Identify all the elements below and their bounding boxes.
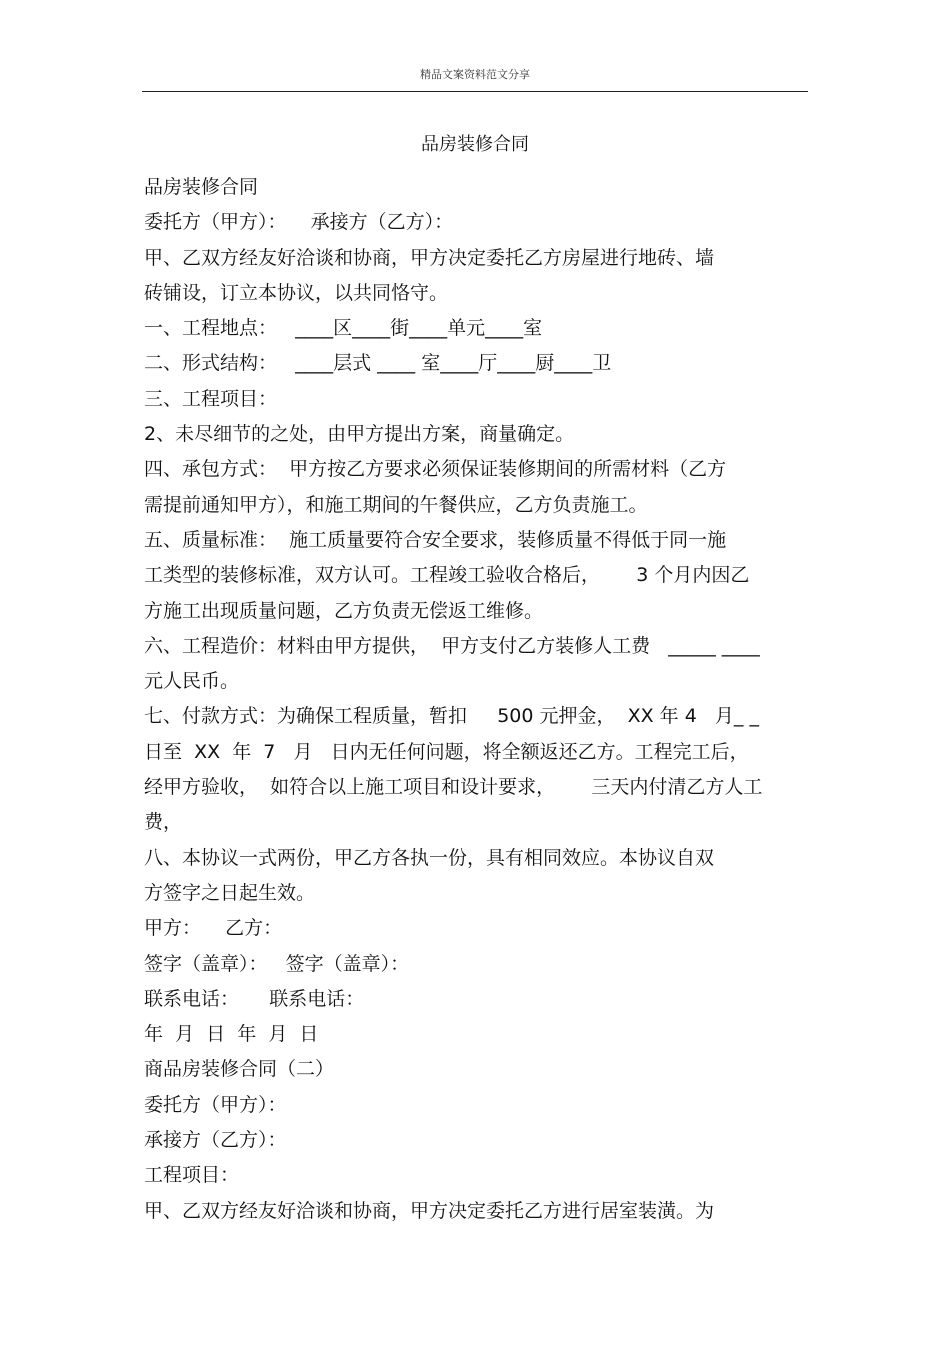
body-line: 需提前通知甲方），和施工期间的午餐供应，乙方负责施工。 [144, 493, 648, 516]
body-line: 三、工程项目： [144, 387, 278, 410]
body-line: 2、未尽细节的之处，由甲方提出方案，商量确定。 [144, 423, 575, 446]
body-line: 承接方（乙方）： [144, 1129, 287, 1152]
body-line: 一、工程地点： ____区____街____单元____室 [144, 317, 543, 340]
body-line: 签字（盖章）： 签字（盖章）： [144, 952, 410, 975]
body-line: 八、本协议一式两份，甲乙方各执一份，具有相同效应。本协议自双 [144, 846, 715, 869]
body-line: 砖铺设，订立本协议，以共同恪守。 [144, 281, 449, 304]
body-line: 费， [144, 811, 183, 834]
body-line: 联系电话： 联系电话： [144, 987, 365, 1010]
body-line: 商品房装修合同（二） [144, 1058, 335, 1081]
body-line: 甲、乙双方经友好洽谈和协商，甲方决定委托乙方房屋进行地砖、墙 [144, 246, 715, 269]
header-divider [142, 91, 808, 92]
body-line: 方签字之日起生效。 [144, 881, 316, 904]
body-line: 二、形式结构： ____层式 ____ 室____厅____厨____卫 [144, 352, 612, 375]
body-line: 五、质量标准： 施工质量要符合安全要求，装修质量不得低于同一施 [144, 528, 727, 551]
body-line: 甲、乙双方经友好洽谈和协商，甲方决定委托乙方进行居室装潢。为 [144, 1199, 715, 1222]
page-header: 精品文案资料范文分享 [420, 68, 530, 81]
body-line: 七、付款方式：为确保工程质量，暂扣 500 元押金， XX 年 4 月_ _ [144, 705, 759, 728]
document-title: 品房装修合同 [421, 134, 529, 155]
body-line: 经甲方验收， 如符合以上施工项目和设计要求， 三天内付清乙方人工 [144, 776, 763, 799]
body-line: 品房装修合同 [144, 176, 259, 198]
body-line: 工类型的装修标准，双方认可。工程竣工验收合格后， 3 个月内因乙 [144, 564, 750, 587]
body-line: 方施工出现质量问题，乙方负责无偿返工维修。 [144, 599, 544, 622]
body-line: 甲方： 乙方： [144, 917, 283, 940]
body-line: 六、工程造价：材料由甲方提供， 甲方支付乙方装修人工费 _____ ____ [144, 634, 760, 657]
body-line: 年 月 日 年 月 日 [144, 1023, 319, 1046]
body-line: 委托方（甲方）： [144, 1093, 287, 1116]
body-line: 工程项目： [144, 1164, 240, 1187]
body-line: 四、承包方式： 甲方按乙方要求必须保证装修期间的所需材料（乙方 [144, 458, 727, 481]
document-body [144, 170, 814, 1229]
body-line: 元人民币。 [144, 670, 240, 693]
body-line: 日至 XX 年 7 月 日内无任何问题，将全额返还乙方。工程完工后， [144, 740, 749, 763]
body-line: 委托方（甲方）： 承接方（乙方）： [144, 211, 454, 234]
